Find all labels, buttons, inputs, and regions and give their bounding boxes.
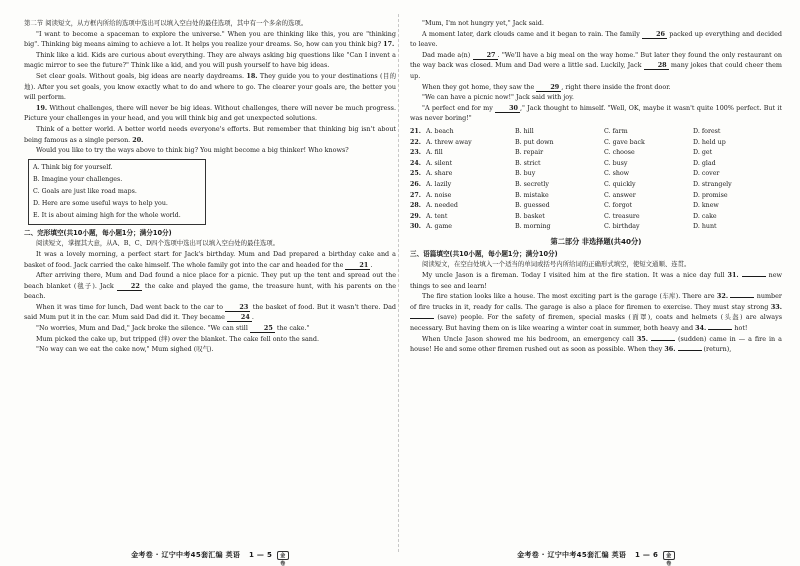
cloze-paragraph [410,29,782,50]
paragraph-text: My uncle Jason is a fireman. Today I visited him at the fire station. It was a nice day full [422,271,725,280]
cloze-paragraph [24,323,396,334]
option-b[interactable]: B. morning [515,223,551,231]
passage-paragraph: Would you like to try the ways above to think big? You might become a big thinker! Who knows? [36,146,349,155]
option-b[interactable]: B. put down [515,138,554,146]
footer-title: 金考卷 · 辽宁中考45套汇编 英语 [131,551,241,559]
option-c[interactable]: C. busy [604,159,628,167]
blank-25[interactable]: 25 [250,324,275,333]
box-option: A. Think big for yourself. [33,163,113,171]
cloze-paragraph: "Mum, I'm not hungry yet," Jack said. [422,19,544,27]
question-number: 30. [410,223,421,231]
option-c[interactable]: C. quickly [604,180,636,188]
option-row-26 [410,180,782,191]
paragraph-text: hot! [734,324,748,333]
question-number: 26. [410,180,421,188]
publisher-logo-icon: 金卷 [277,551,289,560]
option-a[interactable]: A. share [426,170,453,178]
question-number: 22. [410,138,421,146]
option-c[interactable]: C. farm [604,127,628,135]
blank-27[interactable]: 27 [473,51,498,60]
blank-22[interactable]: 22 [117,282,142,291]
blank-29[interactable]: 29 [536,83,561,92]
blank-32[interactable] [730,297,754,298]
passage-paragraph [24,124,396,145]
cloze-paragraph [410,82,782,93]
footer-title: 金考卷 · 辽宁中考45套汇编 英语 [517,551,627,559]
left-footer [24,550,396,566]
paragraph-text: "A perfect end for my [422,103,493,112]
paragraph-text: When they got home, they saw the [422,82,535,91]
cloze-paragraph: When it was time for lunch, Dad went back to the car to 23 the basket of food. But it wasn't there. Dad said Mum put it in the car. Mum said Dad did it. They became 24 . [24,302,396,322]
option-row-27 [410,191,782,202]
paragraph-text: Without challenges, there will never be big ideas. Without challenges, there will never be much progress. Picture your challenges in your head, and you will think big and get unexpected solutions. [24,103,396,123]
paragraph-text: "No worries, Mum and Dad," Jack broke the silence. "We can still [36,324,248,333]
left-page [24,18,396,544]
blank-number-31: 31. [727,271,739,280]
paragraph-text: When it was time for lunch, Dad went back to the car to [36,302,223,311]
paragraph-text: ," Jack thought to himself. "Well, OK, maybe it wasn't quite 100% perfect. But it was never boring!" [410,103,782,123]
paragraph-text: . "We'll have a big meal on the way home." But later they found the only restaurant on the way back was closed. Mum and Dad were a little sad. Luckily, Jack [410,50,782,70]
option-d[interactable]: D. strangely [693,180,732,188]
option-c[interactable]: C. birthday [604,223,640,231]
blank-36[interactable] [678,350,702,351]
passage-paragraph [24,71,396,103]
blank-31[interactable] [742,276,766,277]
option-d[interactable]: D. promise [693,191,728,199]
paragraph-text: It was a lovely morning, a perfect start for Jack's birthday. Mum and Dad prepared a birthday cake and a basket of food. Jack carried the cake himself. The whole family got into the car and headed for the [24,249,396,269]
option-row-28 [410,201,782,212]
paragraph-text: The fire station looks like a house. The most exciting part is the garage (车库). There are [422,292,715,301]
option-b[interactable]: B. hill [515,127,534,135]
passage-paragraph [24,103,396,124]
blank-number-17: 17. [383,40,395,49]
option-b[interactable]: B. repair [515,149,544,157]
page-divider [398,14,399,552]
question-number: 24. [410,159,421,167]
option-a[interactable]: A. tent [426,212,448,220]
option-d[interactable]: D. knew [693,202,719,210]
option-b[interactable]: B. strict [515,159,541,167]
option-row-22 [410,138,782,149]
publisher-logo-icon: 金卷 [663,551,675,560]
grammar-instruction: 阅读短文，在空白处填入一个适当的单词或括号内所给词的正确形式填空，使短文通顺、连贯。 [422,260,691,269]
blank-30[interactable]: 30 [495,104,520,113]
question-number: 27. [410,191,421,199]
paragraph-text: the cake and played the game, the treasure hunt, with his parents on the beach. [24,281,396,301]
option-a[interactable]: A. beach [426,127,454,135]
passage-paragraph: Think like a kid. Kids are curious about everything. They are always asking big questions like "Can I invent a magic mirror to see the future?" Think like a kid, and you will push yourself to have big ideas. [24,50,396,70]
option-row-24 [410,159,782,170]
paragraph-text: Dad made a(n) [422,50,471,59]
blank-number-33: 33. [770,302,782,311]
option-a[interactable]: A. lazily [426,180,452,188]
paragraph-text: (save) people. For the safety of firemen, special masks (面罩), coats and helmets (头盔) are always necessary. But having them on is like wearing a winter coat in summer, both heavy and [410,313,782,333]
option-d[interactable]: D. held up [693,138,726,146]
option-c[interactable]: C. answer [604,191,636,199]
option-a[interactable]: A. threw away [426,138,472,146]
page-number: 1 — 6 [635,551,659,559]
right-footer [410,550,782,566]
cloze-paragraph: Mum picked the cake up, but tripped (绊) over the blanket. The cake fell onto the sand. [36,334,319,343]
cloze-paragraph: "No way can we eat the cake now," Mum sighed (叹气). [36,345,214,354]
option-d[interactable]: D. glad [693,159,716,167]
option-a[interactable]: A. fill [426,149,443,157]
blank-number-19: 19. [36,103,48,112]
option-d[interactable]: D. hunt [693,223,717,231]
box-option: C. Goals are just like road maps. [33,187,137,195]
option-c[interactable]: C. choose [604,149,635,157]
box-option: E. It is about aiming high for the whole world. [33,211,181,219]
page-number: 1 — 5 [249,551,273,559]
option-d[interactable]: D. forest [693,127,721,135]
blank-21[interactable]: 21 [345,261,370,270]
option-a[interactable]: A. needed [426,202,458,210]
blank-number-35: 35. [636,334,648,343]
blank-number-20: 20. [132,135,144,144]
option-d[interactable]: D. cover [693,170,720,178]
cloze-paragraph: It was a lovely morning, a perfect start for Jack's birthday. Mum and Dad prepared a birthday cake and a basket of food. Jack carried the cake himself. The whole family got into the car and headed for the 21 . [24,249,396,269]
grammar-paragraph [410,291,782,333]
paragraph-text: "I want to become a spaceman to explore the universe." When you are thinking like this, you are "thinking big". Thinking big means aiming to achieve a lot. It helps you realize your dreams. So, how can you think big? [24,29,396,49]
option-b[interactable]: B. basket [515,212,545,220]
question-number: 21. [410,127,421,135]
options-box [28,159,206,225]
option-b[interactable]: B. secretly [515,180,549,188]
blank-28[interactable]: 28 [644,61,669,70]
option-b[interactable]: B. mistake [515,191,549,199]
blank-26[interactable]: 26 [642,30,667,39]
blank-23[interactable]: 23 [225,303,250,312]
paragraph-text: They guide you to your destinations (目的地). After you set goals, you know exactly what to do and where to go. The clearer your goals are, the better you will perform. [24,71,396,102]
cloze-paragraph: "We can have a picnic now!" Jack said with joy. [422,93,574,102]
option-c[interactable]: C. treasure [604,212,640,220]
paragraph-text: packed up everything and decided to leave. [410,29,782,49]
grammar-paragraph [410,270,782,291]
paragraph-text: the basket of food. But it wasn't there. Dad said Mum put it in the car. Mum said Dad did it. They became [24,302,396,322]
option-d[interactable]: D. cake [693,212,717,220]
cloze-paragraph [24,270,396,302]
option-row-21 [410,127,782,138]
option-a[interactable]: A. silent [426,159,453,167]
option-row-23 [410,148,782,159]
paragraph-text: A moment later, dark clouds came and it began to rain. The family [422,29,640,38]
blank-number-34: 34. [695,324,707,333]
paragraph-text: (return), [703,345,732,354]
blank-33[interactable] [410,318,434,319]
paragraph-text: When Uncle Jason showed me his bedroom, an emergency call [422,334,634,343]
question-number: 29. [410,212,421,220]
option-c[interactable]: C. show [604,170,630,178]
blank-number-18: 18. [246,71,258,80]
option-row-29 [410,212,782,223]
option-row-25 [410,169,782,180]
blank-number-36: 36. [664,345,676,354]
paragraph-text: new things to see and learn! [410,271,782,290]
box-option: B. Imagine your challenges. [33,175,123,183]
cloze-instruction: 阅读短文，掌握其大意，从A、B、C、D四个选项中选出可以填入空白处的最佳选项。 [36,239,279,248]
option-a[interactable]: A. noise [426,191,452,199]
grammar-section-heading: 三、语篇填空(共10小题，每小题1分；满分10分) [410,249,558,258]
question-number: 25. [410,170,421,178]
option-c[interactable]: C. gave back [604,138,645,146]
option-c[interactable]: C. forgot [604,202,633,210]
question-number: 23. [410,149,421,157]
paragraph-text: the cake." [276,324,310,333]
paragraph-text: many jokes that could cheer them up. [410,61,782,80]
option-b[interactable]: B. guessed [515,202,550,210]
right-page [410,18,782,544]
paragraph-text: Set clear goals. Without goals, big ideas are nearly daydreams. [36,71,245,80]
passage-paragraph [24,29,396,50]
blank-34[interactable] [708,329,732,330]
cloze-paragraph [410,50,782,82]
blank-number-32: 32. [716,292,729,301]
cloze-section-heading: 二、完形填空(共10小题，每小题1分；满分10分) [24,228,172,237]
option-b[interactable]: B. buy [515,170,536,178]
section-2-instruction: 第二节 阅读短文，从方框内所给的选项中选出可以填入空白处的最佳选项，其中有一个多余的选项。 [24,19,308,27]
paragraph-text: , right there inside the front door. [561,82,671,91]
grammar-paragraph [410,334,782,355]
option-row-30 [410,222,782,233]
question-number: 28. [410,202,421,210]
paragraph-text: After arriving there, Mum and Dad found a nice place for a picnic. They put up the tent and spread out the beach blanket (毯子). Jack [24,271,396,290]
paragraph-text: number of fire trucks in it, ready for calls. The garage is also a place for firemen to exercise. They must stay strong [410,292,782,311]
option-a[interactable]: A. game [426,223,453,231]
box-option: D. Here are some useful ways to help you. [33,199,168,207]
cloze-paragraph [410,103,782,124]
blank-24[interactable]: 24 [227,313,252,322]
option-d[interactable]: D. get [693,149,713,157]
paragraph-text: Think of a better world. A better world needs everyone's efforts. But remember that thinking big isn't about being famous as a single person. [24,124,396,144]
part-two-title: 第二部分 非选择题(共40分) [550,236,642,246]
paragraph-text: (sudden) came in — a fire in a house! He and some other firemen rushed out as soon as possible. When they [410,334,782,354]
answer-options-list [410,127,782,233]
blank-35[interactable] [651,340,675,341]
